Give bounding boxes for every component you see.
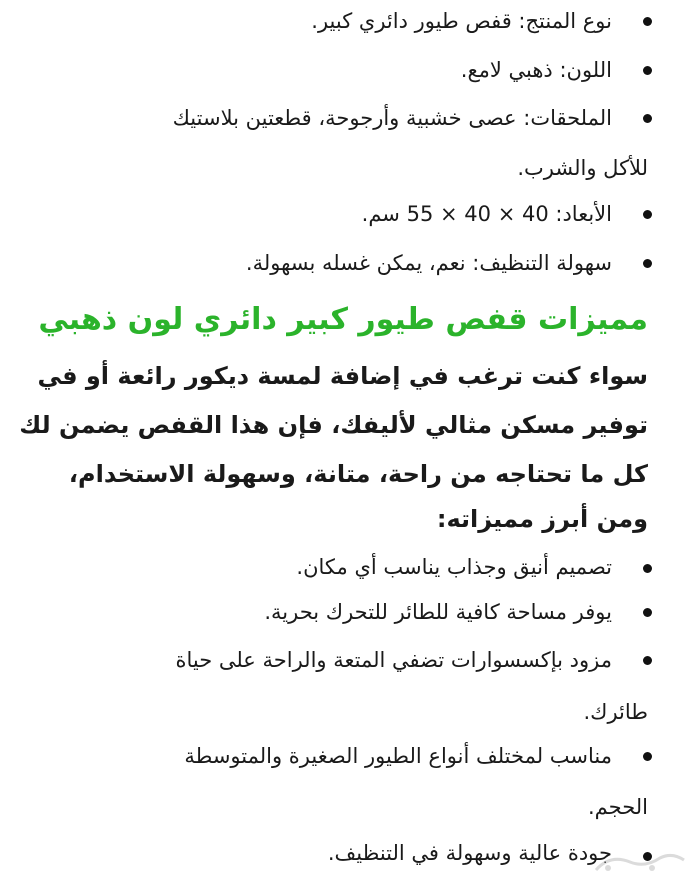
feature-suitability: مناسب لمختلف أنواع الطيور الصغيرة والمتوسطة (184, 744, 612, 768)
bullet-icon (643, 114, 652, 123)
bullet-icon (643, 656, 652, 665)
intro-line-2: توفير مسكن مثالي لأليفك، فإن هذا القفص يضمن لك (19, 411, 648, 439)
spec-cleaning: سهولة التنظيف: نعم، يمكن غسله بسهولة. (245, 251, 612, 275)
feature-space: يوفر مساحة كافية للطائر للتحرك بحرية. (264, 600, 612, 624)
spec-accessories-cont: للأكل والشرب. (517, 156, 648, 180)
feature-suitability-cont: الحجم. (588, 795, 648, 819)
spec-color: اللون: ذهبي لامع. (460, 58, 612, 82)
spec-accessories: الملحقات: عصى خشبية وأرجوحة، قطعتين بلاستيك (172, 106, 612, 130)
feature-design: تصميم أنيق وجذاب يناسب أي مكان. (296, 555, 612, 579)
bullet-icon (643, 66, 652, 75)
feature-quality: جودة عالية وسهولة في التنظيف. (327, 841, 612, 865)
spec-dimensions: الأبعاد: 40 × 40 × 55 سم. (361, 202, 612, 226)
feature-accessories-cont: طائرك. (583, 700, 648, 724)
bullet-icon (643, 210, 652, 219)
intro-line-1: سواء كنت ترغب في إضافة لمسة ديكور رائعة أو في (37, 362, 648, 390)
bullet-icon (643, 608, 652, 617)
bullet-icon (643, 17, 652, 26)
site-logo-watermark-icon (590, 848, 690, 878)
section-heading: مميزات قفص طيور كبير دائري لون ذهبي (38, 302, 648, 337)
feature-accessories: مزود بإكسسوارات تضفي المتعة والراحة على حياة (175, 648, 612, 672)
intro-line-4: ومن أبرز مميزاته: (436, 505, 648, 533)
bullet-icon (643, 564, 652, 573)
spec-type: نوع المنتج: قفص طيور دائري كبير. (311, 9, 612, 33)
bullet-icon (643, 259, 652, 268)
intro-line-3: كل ما تحتاجه من راحة، متانة، وسهولة الاستخدام، (68, 460, 648, 488)
bullet-icon (643, 752, 652, 761)
